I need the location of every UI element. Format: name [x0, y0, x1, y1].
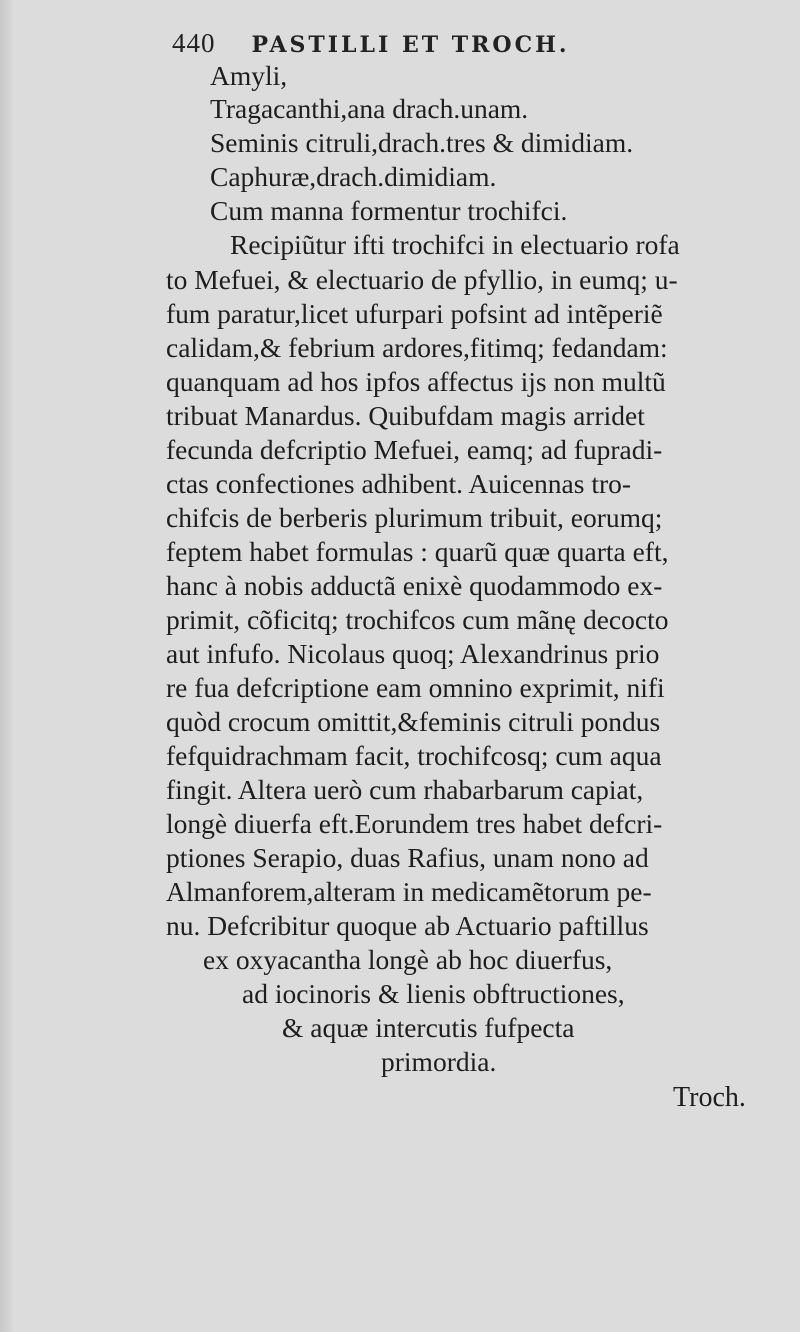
text-line: Caphuræ,drach.dimidiam. [210, 161, 497, 192]
text-line: chifcis de berberis plurimum tribuit, eorumq; [166, 502, 663, 533]
text-line: quanquam ad hos ipfos affectus ijs non multũ [166, 366, 666, 397]
text-line: Almanforem,alteram in medicamẽtorum pe- [166, 876, 652, 907]
text-line: longè diuerfa eft.Eorundem tres habet defcri- [166, 808, 663, 839]
text-line: fecunda defcriptio Mefuei, eamq; ad fupradi- [166, 434, 663, 465]
running-title: PASTILLI ET TROCH. [251, 32, 570, 58]
text-line: & aquæ intercutis fufpecta [282, 1012, 575, 1043]
catchword: Troch. [673, 1082, 746, 1113]
page-gutter-shadow [0, 0, 14, 1332]
text-line: nu. Defcribitur quoque ab Actuario paftillus [166, 910, 649, 941]
text-line: Tragacanthi,ana drach.unam. [210, 93, 529, 124]
text-line: ad iocinoris & lienis obftructiones, [242, 978, 625, 1009]
text-line: tribuat Manardus. Quibufdam magis arridet [166, 400, 645, 431]
text-line: to Mefuei, & electuario de pfyllio, in eumq; u- [166, 264, 678, 295]
text-line: fefquidrachmam facit, trochifcosq; cum aqua [166, 740, 662, 771]
text-line: Cum manna formentur trochifci. [210, 195, 568, 226]
text-line: fingit. Altera uerò cum rhabarbarum capiat, [166, 774, 644, 805]
text-line: Seminis citruli,drach.tres & dimidiam. [210, 127, 634, 158]
running-head [172, 28, 570, 59]
text-line: re fua defcriptione eam omnino exprimit, nifi [166, 672, 665, 703]
text-line: calidam,& febrium ardores,fitimq; fedandam: [166, 332, 668, 363]
text-line: primordia. [381, 1046, 497, 1077]
text-line: aut infufo. Nicolaus quoq; Alexandrinus prio [166, 638, 660, 669]
text-line: Amyli, [210, 60, 288, 91]
text-line: ctas confectiones adhibent. Auicennas tro- [166, 468, 632, 499]
text-line: hanc à nobis adductã enixè quodammodo ex- [166, 570, 663, 601]
text-line: fum paratur,licet ufurpari pofsint ad intẽperiẽ [166, 298, 663, 329]
text-line: quòd crocum omittit,&feminis citruli pondus [166, 706, 661, 737]
text-line: Recipiũtur ifti trochifci in electuario rofa [230, 229, 680, 260]
text-line: primit, cõficitq; trochifcos cum mãnę decocto [166, 604, 669, 635]
text-line: feptem habet formulas : quarũ quæ quarta eft, [166, 536, 669, 567]
text-line: ex oxyacantha longè ab hoc diuerfus, [203, 944, 613, 975]
page-number: 440 [172, 28, 216, 58]
text-line: ptiones Serapio, duas Rafius, unam nono ad [166, 842, 649, 873]
